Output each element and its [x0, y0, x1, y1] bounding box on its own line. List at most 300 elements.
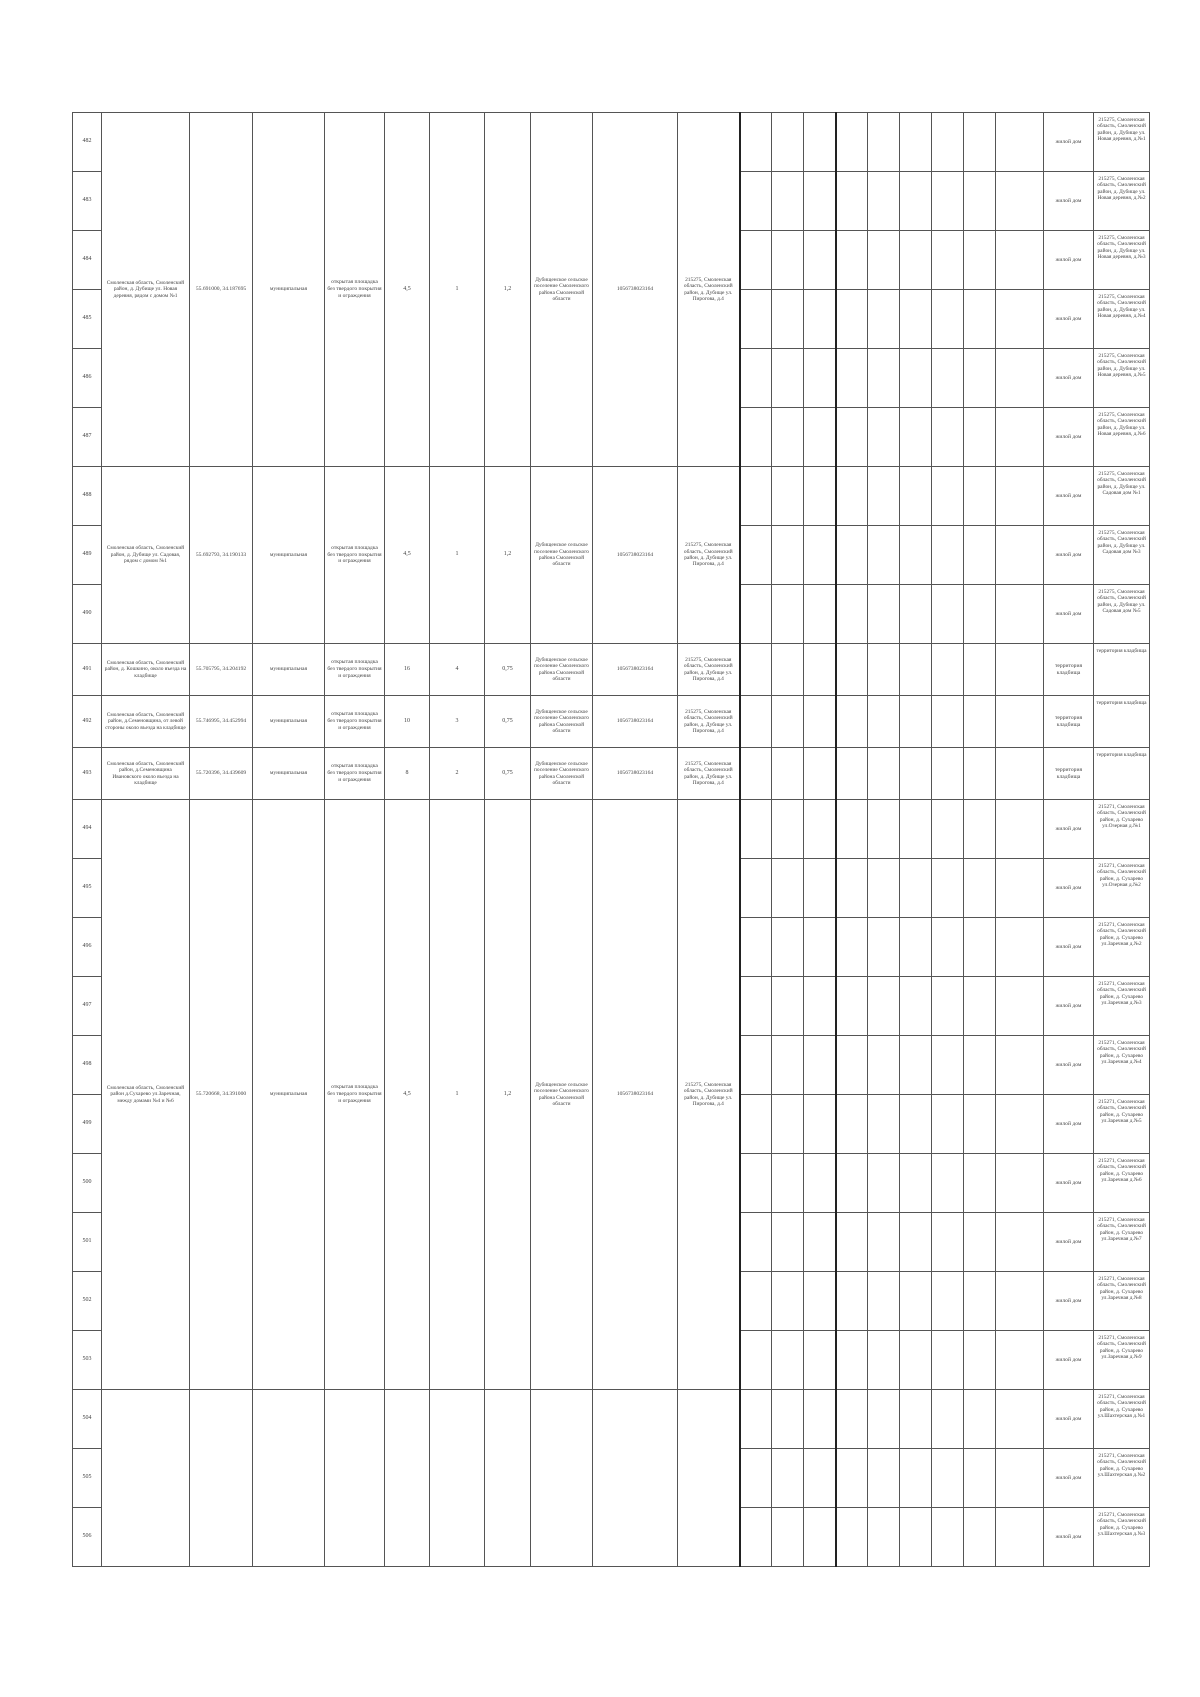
empty-cell [804, 977, 836, 1036]
empty-cell [932, 231, 964, 290]
empty-cell [740, 918, 772, 977]
empty-cell [740, 231, 772, 290]
empty-cell [932, 1449, 964, 1508]
waste-source-type: жилой дом [1044, 1095, 1094, 1154]
empty-cell [900, 859, 932, 918]
row-number: 483 [73, 172, 102, 231]
empty-cell [836, 800, 868, 859]
empty-cell [836, 349, 868, 408]
row-number: 484 [73, 231, 102, 290]
empty-cell [740, 748, 772, 800]
row-number: 491 [73, 644, 102, 696]
empty-cell [932, 859, 964, 918]
container-volume [485, 1390, 531, 1567]
empty-cell [836, 1036, 868, 1095]
empty-cell [804, 408, 836, 467]
empty-cell [740, 172, 772, 231]
empty-cell [964, 748, 996, 800]
empty-cell [740, 408, 772, 467]
waste-source-type: территория кладбища [1044, 748, 1094, 800]
site-coordinates: 55.691000, 34.187695 [190, 113, 253, 467]
empty-cell [964, 231, 996, 290]
empty-cell [836, 231, 868, 290]
empty-cell [772, 748, 804, 800]
empty-cell [932, 290, 964, 349]
operator-address: 215275, Смоленская область, Смоленский район, д. Дубище ул. Пирогова, д.4 [678, 644, 740, 696]
waste-source-address [1094, 977, 1150, 1036]
empty-cell [996, 585, 1044, 644]
container-count: 4 [430, 644, 485, 696]
empty-cell [804, 585, 836, 644]
empty-cell [836, 1272, 868, 1331]
empty-cell [772, 231, 804, 290]
empty-cell [932, 748, 964, 800]
row-number: 487 [73, 408, 102, 467]
site-ownership: муниципальная [253, 800, 325, 1390]
empty-cell [932, 1272, 964, 1331]
empty-cell [868, 349, 900, 408]
empty-cell [836, 408, 868, 467]
waste-source-type: жилой дом [1044, 1154, 1094, 1213]
empty-cell [900, 800, 932, 859]
site-coordinates [190, 1390, 253, 1567]
site-ownership: муниципальная [253, 113, 325, 467]
empty-cell [932, 1331, 964, 1390]
empty-cell [868, 1154, 900, 1213]
table-row [73, 644, 1150, 696]
row-number: 499 [73, 1095, 102, 1154]
container-count: 2 [430, 748, 485, 800]
waste-source-address [1094, 408, 1150, 467]
row-number: 505 [73, 1449, 102, 1508]
site-location: Смоленская область, Смоленский район, д. Дубище ул. Новая деревня, рядом с домом №1 [102, 113, 190, 467]
waste-source-address [1094, 585, 1150, 644]
waste-source-address-text: территория кладбища [1096, 700, 1147, 706]
empty-cell [964, 1095, 996, 1154]
empty-cell [996, 1154, 1044, 1213]
empty-cell [804, 859, 836, 918]
row-number: 494 [73, 800, 102, 859]
row-number: 497 [73, 977, 102, 1036]
empty-cell [804, 1213, 836, 1272]
waste-source-type: жилой дом [1044, 113, 1094, 172]
empty-cell [900, 231, 932, 290]
waste-source-address [1094, 644, 1150, 696]
row-number: 503 [73, 1331, 102, 1390]
empty-cell [836, 290, 868, 349]
empty-cell [996, 1331, 1044, 1390]
site-area [385, 1390, 430, 1567]
empty-cell [804, 526, 836, 585]
waste-source-address-text: 215275, Смоленская область, Смоленский район, д. Дубище ул. Новая деревня, д.№5 [1097, 353, 1146, 379]
waste-source-address [1094, 113, 1150, 172]
empty-cell [740, 644, 772, 696]
empty-cell [900, 1095, 932, 1154]
empty-cell [772, 977, 804, 1036]
empty-cell [836, 1508, 868, 1567]
row-number: 500 [73, 1154, 102, 1213]
empty-cell [964, 1390, 996, 1449]
site-operator: Дубищенское сельское поселение Смоленского района Смоленской области [531, 467, 593, 644]
site-ownership: муниципальная [253, 467, 325, 644]
waste-source-address [1094, 172, 1150, 231]
empty-cell [964, 467, 996, 526]
container-volume: 0,75 [485, 696, 531, 748]
table-row [73, 800, 1150, 859]
empty-cell [804, 696, 836, 748]
empty-cell [772, 1508, 804, 1567]
empty-cell [772, 349, 804, 408]
empty-cell [932, 349, 964, 408]
table-row [73, 113, 1150, 172]
site-location: Смоленская область, Смоленский район, д. Кошкино, около въезда на кладбище [102, 644, 190, 696]
site-ownership: муниципальная [253, 696, 325, 748]
empty-cell [964, 408, 996, 467]
empty-cell [900, 1390, 932, 1449]
empty-cell [900, 526, 932, 585]
waste-source-address-text: 215271, Смоленская область, Смоленский район, д. Сухарево ул.Заречная д.№2 [1097, 922, 1146, 948]
empty-cell [932, 1154, 964, 1213]
empty-cell [932, 1390, 964, 1449]
empty-cell [964, 1272, 996, 1331]
empty-cell [772, 1095, 804, 1154]
waste-source-type: жилой дом [1044, 467, 1094, 526]
empty-cell [900, 467, 932, 526]
waste-source-address-text: 215271, Смоленская область, Смоленский район, д. Сухарево ул.Заречная д.№4 [1097, 1040, 1146, 1066]
empty-cell [772, 800, 804, 859]
empty-cell [900, 1213, 932, 1272]
empty-cell [996, 696, 1044, 748]
waste-source-type: жилой дом [1044, 172, 1094, 231]
row-number: 490 [73, 585, 102, 644]
empty-cell [900, 585, 932, 644]
empty-cell [868, 1272, 900, 1331]
waste-source-address [1094, 859, 1150, 918]
empty-cell [964, 1331, 996, 1390]
empty-cell [868, 800, 900, 859]
empty-cell [932, 1036, 964, 1095]
waste-source-address-text: 215275, Смоленская область, Смоленский район, д. Дубище ул. Садовая дом №5 [1097, 589, 1146, 615]
container-volume: 1,2 [485, 113, 531, 467]
site-coordinates: 55.746995, 34.452994 [190, 696, 253, 748]
empty-cell [868, 1036, 900, 1095]
operator-ogrn [593, 1390, 678, 1567]
waste-source-address [1094, 696, 1150, 748]
empty-cell [868, 231, 900, 290]
empty-cell [900, 113, 932, 172]
empty-cell [996, 526, 1044, 585]
empty-cell [868, 172, 900, 231]
empty-cell [740, 1154, 772, 1213]
container-count [430, 1390, 485, 1567]
empty-cell [996, 231, 1044, 290]
site-coordinates: 55.692793, 34.190133 [190, 467, 253, 644]
empty-cell [772, 918, 804, 977]
empty-cell [900, 172, 932, 231]
empty-cell [836, 1331, 868, 1390]
empty-cell [868, 408, 900, 467]
empty-cell [868, 1508, 900, 1567]
empty-cell [964, 172, 996, 231]
container-count: 1 [430, 467, 485, 644]
empty-cell [964, 1449, 996, 1508]
waste-source-address-text: 215275, Смоленская область, Смоленский район, д. Дубище ул. Садовая дом №3 [1097, 530, 1146, 556]
row-number: 492 [73, 696, 102, 748]
empty-cell [964, 918, 996, 977]
waste-source-type: жилой дом [1044, 859, 1094, 918]
empty-cell [900, 1272, 932, 1331]
waste-source-type: жилой дом [1044, 977, 1094, 1036]
site-location [102, 1390, 190, 1567]
empty-cell [868, 526, 900, 585]
site-area: 16 [385, 644, 430, 696]
table-row [73, 467, 1150, 526]
container-volume: 0,75 [485, 644, 531, 696]
waste-source-address-text: 215275, Смоленская область, Смоленский район, д. Дубище ул. Новая деревня, д.№1 [1097, 117, 1146, 143]
site-location: Смоленская область, Смоленский район, д. Дубище ул. Садовая, рядом с домом №1 [102, 467, 190, 644]
site-surface: открытая площадка без твердого покрытия и ограждения [325, 800, 385, 1390]
empty-cell [996, 1095, 1044, 1154]
empty-cell [740, 290, 772, 349]
empty-cell [836, 1390, 868, 1449]
empty-cell [964, 1036, 996, 1095]
row-number: 495 [73, 859, 102, 918]
row-number: 498 [73, 1036, 102, 1095]
empty-cell [868, 1095, 900, 1154]
empty-cell [964, 800, 996, 859]
empty-cell [772, 1036, 804, 1095]
empty-cell [772, 1213, 804, 1272]
empty-cell [900, 1036, 932, 1095]
operator-address: 215275, Смоленская область, Смоленский район, д. Дубище ул. Пирогова, д.4 [678, 113, 740, 467]
waste-source-address [1094, 918, 1150, 977]
empty-cell [772, 585, 804, 644]
empty-cell [772, 859, 804, 918]
waste-source-type: жилой дом [1044, 231, 1094, 290]
operator-ogrn: 1056738023164 [593, 467, 678, 644]
empty-cell [932, 526, 964, 585]
empty-cell [772, 467, 804, 526]
empty-cell [836, 918, 868, 977]
row-number: 493 [73, 748, 102, 800]
empty-cell [740, 1095, 772, 1154]
row-number: 506 [73, 1508, 102, 1567]
empty-cell [932, 172, 964, 231]
empty-cell [964, 644, 996, 696]
operator-ogrn: 1056738023164 [593, 696, 678, 748]
empty-cell [996, 1449, 1044, 1508]
empty-cell [836, 644, 868, 696]
empty-cell [804, 113, 836, 172]
waste-source-address-text: 215271, Смоленская область, Смоленский район, д. Сухарево ул.Заречная д.№6 [1097, 1158, 1146, 1184]
empty-cell [868, 1449, 900, 1508]
empty-cell [772, 1390, 804, 1449]
waste-source-address [1094, 1272, 1150, 1331]
site-area: 4,5 [385, 467, 430, 644]
waste-source-address-text: территория кладбища [1096, 752, 1147, 758]
empty-cell [900, 1331, 932, 1390]
empty-cell [996, 1213, 1044, 1272]
row-number: 485 [73, 290, 102, 349]
empty-cell [868, 1390, 900, 1449]
waste-source-address [1094, 1154, 1150, 1213]
empty-cell [836, 172, 868, 231]
waste-source-address [1094, 467, 1150, 526]
empty-cell [900, 644, 932, 696]
empty-cell [804, 290, 836, 349]
container-volume: 1,2 [485, 800, 531, 1390]
empty-cell [900, 977, 932, 1036]
empty-cell [900, 408, 932, 467]
empty-cell [964, 585, 996, 644]
empty-cell [740, 859, 772, 918]
empty-cell [772, 1331, 804, 1390]
empty-cell [836, 467, 868, 526]
empty-cell [740, 1508, 772, 1567]
row-number: 488 [73, 467, 102, 526]
site-operator: Дубищенское сельское поселение Смоленского района Смоленской области [531, 748, 593, 800]
empty-cell [740, 1272, 772, 1331]
waste-source-address-text: 215271, Смоленская область, Смоленский район, д. Сухарево ул.Заречная д.№3 [1097, 981, 1146, 1007]
empty-cell [932, 585, 964, 644]
table-row [73, 1390, 1150, 1449]
waste-source-type: жилой дом [1044, 585, 1094, 644]
empty-cell [868, 1213, 900, 1272]
empty-cell [964, 1508, 996, 1567]
empty-cell [900, 349, 932, 408]
site-ownership [253, 1390, 325, 1567]
empty-cell [740, 1213, 772, 1272]
empty-cell [804, 1331, 836, 1390]
site-area: 4,5 [385, 800, 430, 1390]
empty-cell [996, 859, 1044, 918]
empty-cell [900, 1508, 932, 1567]
empty-cell [900, 1154, 932, 1213]
empty-cell [996, 977, 1044, 1036]
empty-cell [932, 1508, 964, 1567]
table-row [73, 696, 1150, 748]
empty-cell [836, 859, 868, 918]
empty-cell [740, 113, 772, 172]
empty-cell [740, 526, 772, 585]
site-operator: Дубищенское сельское поселение Смоленского района Смоленской области [531, 644, 593, 696]
site-location: Смоленская область, Смоленский район, д.Семеновщина, от левой стороны около въезда на кладбище [102, 696, 190, 748]
empty-cell [804, 1036, 836, 1095]
operator-address: 215275, Смоленская область, Смоленский район, д. Дубище ул. Пирогова, д.4 [678, 467, 740, 644]
empty-cell [996, 172, 1044, 231]
empty-cell [772, 1154, 804, 1213]
table-row [73, 748, 1150, 800]
operator-ogrn: 1056738023164 [593, 644, 678, 696]
empty-cell [836, 748, 868, 800]
empty-cell [932, 977, 964, 1036]
empty-cell [996, 467, 1044, 526]
waste-source-address [1094, 1449, 1150, 1508]
empty-cell [964, 977, 996, 1036]
operator-address: 215275, Смоленская область, Смоленский район, д. Дубище ул. Пирогова, д.4 [678, 696, 740, 748]
waste-source-type: жилой дом [1044, 918, 1094, 977]
empty-cell [804, 1390, 836, 1449]
empty-cell [772, 408, 804, 467]
empty-cell [964, 859, 996, 918]
document-page [72, 112, 1150, 1567]
waste-source-address-text: 215271, Смоленская область, Смоленский район, д. Сухарево ул.Заречная д.№9 [1097, 1335, 1146, 1361]
waste-source-address-text: 215271, Смоленская область, Смоленский район, д. Сухарево ул.Заречная д.№7 [1097, 1217, 1146, 1243]
container-count: 3 [430, 696, 485, 748]
site-ownership: муниципальная [253, 644, 325, 696]
empty-cell [740, 1449, 772, 1508]
waste-source-type: жилой дом [1044, 526, 1094, 585]
operator-address: 215275, Смоленская область, Смоленский район, д. Дубище ул. Пирогова, д.4 [678, 800, 740, 1390]
empty-cell [900, 290, 932, 349]
operator-ogrn: 1056738023164 [593, 800, 678, 1390]
container-count: 1 [430, 800, 485, 1390]
waste-source-address [1094, 1095, 1150, 1154]
empty-cell [996, 113, 1044, 172]
empty-cell [996, 644, 1044, 696]
empty-cell [996, 349, 1044, 408]
empty-cell [804, 1154, 836, 1213]
empty-cell [996, 1508, 1044, 1567]
waste-source-address [1094, 748, 1150, 800]
empty-cell [804, 1508, 836, 1567]
empty-cell [900, 696, 932, 748]
empty-cell [836, 1095, 868, 1154]
empty-cell [932, 696, 964, 748]
site-location: Смоленская область, Смоленский район д.Сухарево ул.Заречная, между домами №4 и №6 [102, 800, 190, 1390]
site-operator: Дубищенское сельское поселение Смоленского района Смоленской области [531, 113, 593, 467]
empty-cell [900, 748, 932, 800]
waste-source-address [1094, 290, 1150, 349]
empty-cell [740, 1390, 772, 1449]
empty-cell [996, 800, 1044, 859]
empty-cell [836, 1213, 868, 1272]
empty-cell [740, 977, 772, 1036]
empty-cell [932, 1095, 964, 1154]
waste-source-address-text: 215271, Смоленская область, Смоленский район, д. Сухарево ул.Шахтерская д.№2 [1097, 1453, 1146, 1479]
site-coordinates: 55.720668, 34.391000 [190, 800, 253, 1390]
empty-cell [996, 1036, 1044, 1095]
empty-cell [932, 644, 964, 696]
empty-cell [868, 113, 900, 172]
waste-source-type: жилой дом [1044, 1449, 1094, 1508]
empty-cell [804, 918, 836, 977]
site-surface: открытая площадка без твердого покрытия и ограждения [325, 748, 385, 800]
waste-source-address-text: 215275, Смоленская область, Смоленский район, д. Дубище ул. Новая деревня, д.№6 [1097, 412, 1146, 438]
empty-cell [772, 113, 804, 172]
operator-address: 215275, Смоленская область, Смоленский район, д. Дубище ул. Пирогова, д.4 [678, 748, 740, 800]
site-surface [325, 1390, 385, 1567]
empty-cell [740, 349, 772, 408]
waste-source-address-text: 215271, Смоленская область, Смоленский район, д. Сухарево ул.Озерная д.№1 [1097, 804, 1146, 830]
waste-source-type: жилой дом [1044, 1331, 1094, 1390]
empty-cell [772, 526, 804, 585]
site-area: 10 [385, 696, 430, 748]
waste-source-type: территория кладбища [1044, 696, 1094, 748]
empty-cell [836, 1449, 868, 1508]
waste-source-address [1094, 800, 1150, 859]
site-surface: открытая площадка без твердого покрытия и ограждения [325, 113, 385, 467]
empty-cell [804, 1449, 836, 1508]
empty-cell [868, 977, 900, 1036]
container-count: 1 [430, 113, 485, 467]
empty-cell [804, 748, 836, 800]
waste-source-address-text: территория кладбища [1096, 648, 1147, 654]
site-coordinates: 55.705795, 34.204192 [190, 644, 253, 696]
site-surface: открытая площадка без твердого покрытия и ограждения [325, 467, 385, 644]
empty-cell [836, 1154, 868, 1213]
empty-cell [772, 644, 804, 696]
